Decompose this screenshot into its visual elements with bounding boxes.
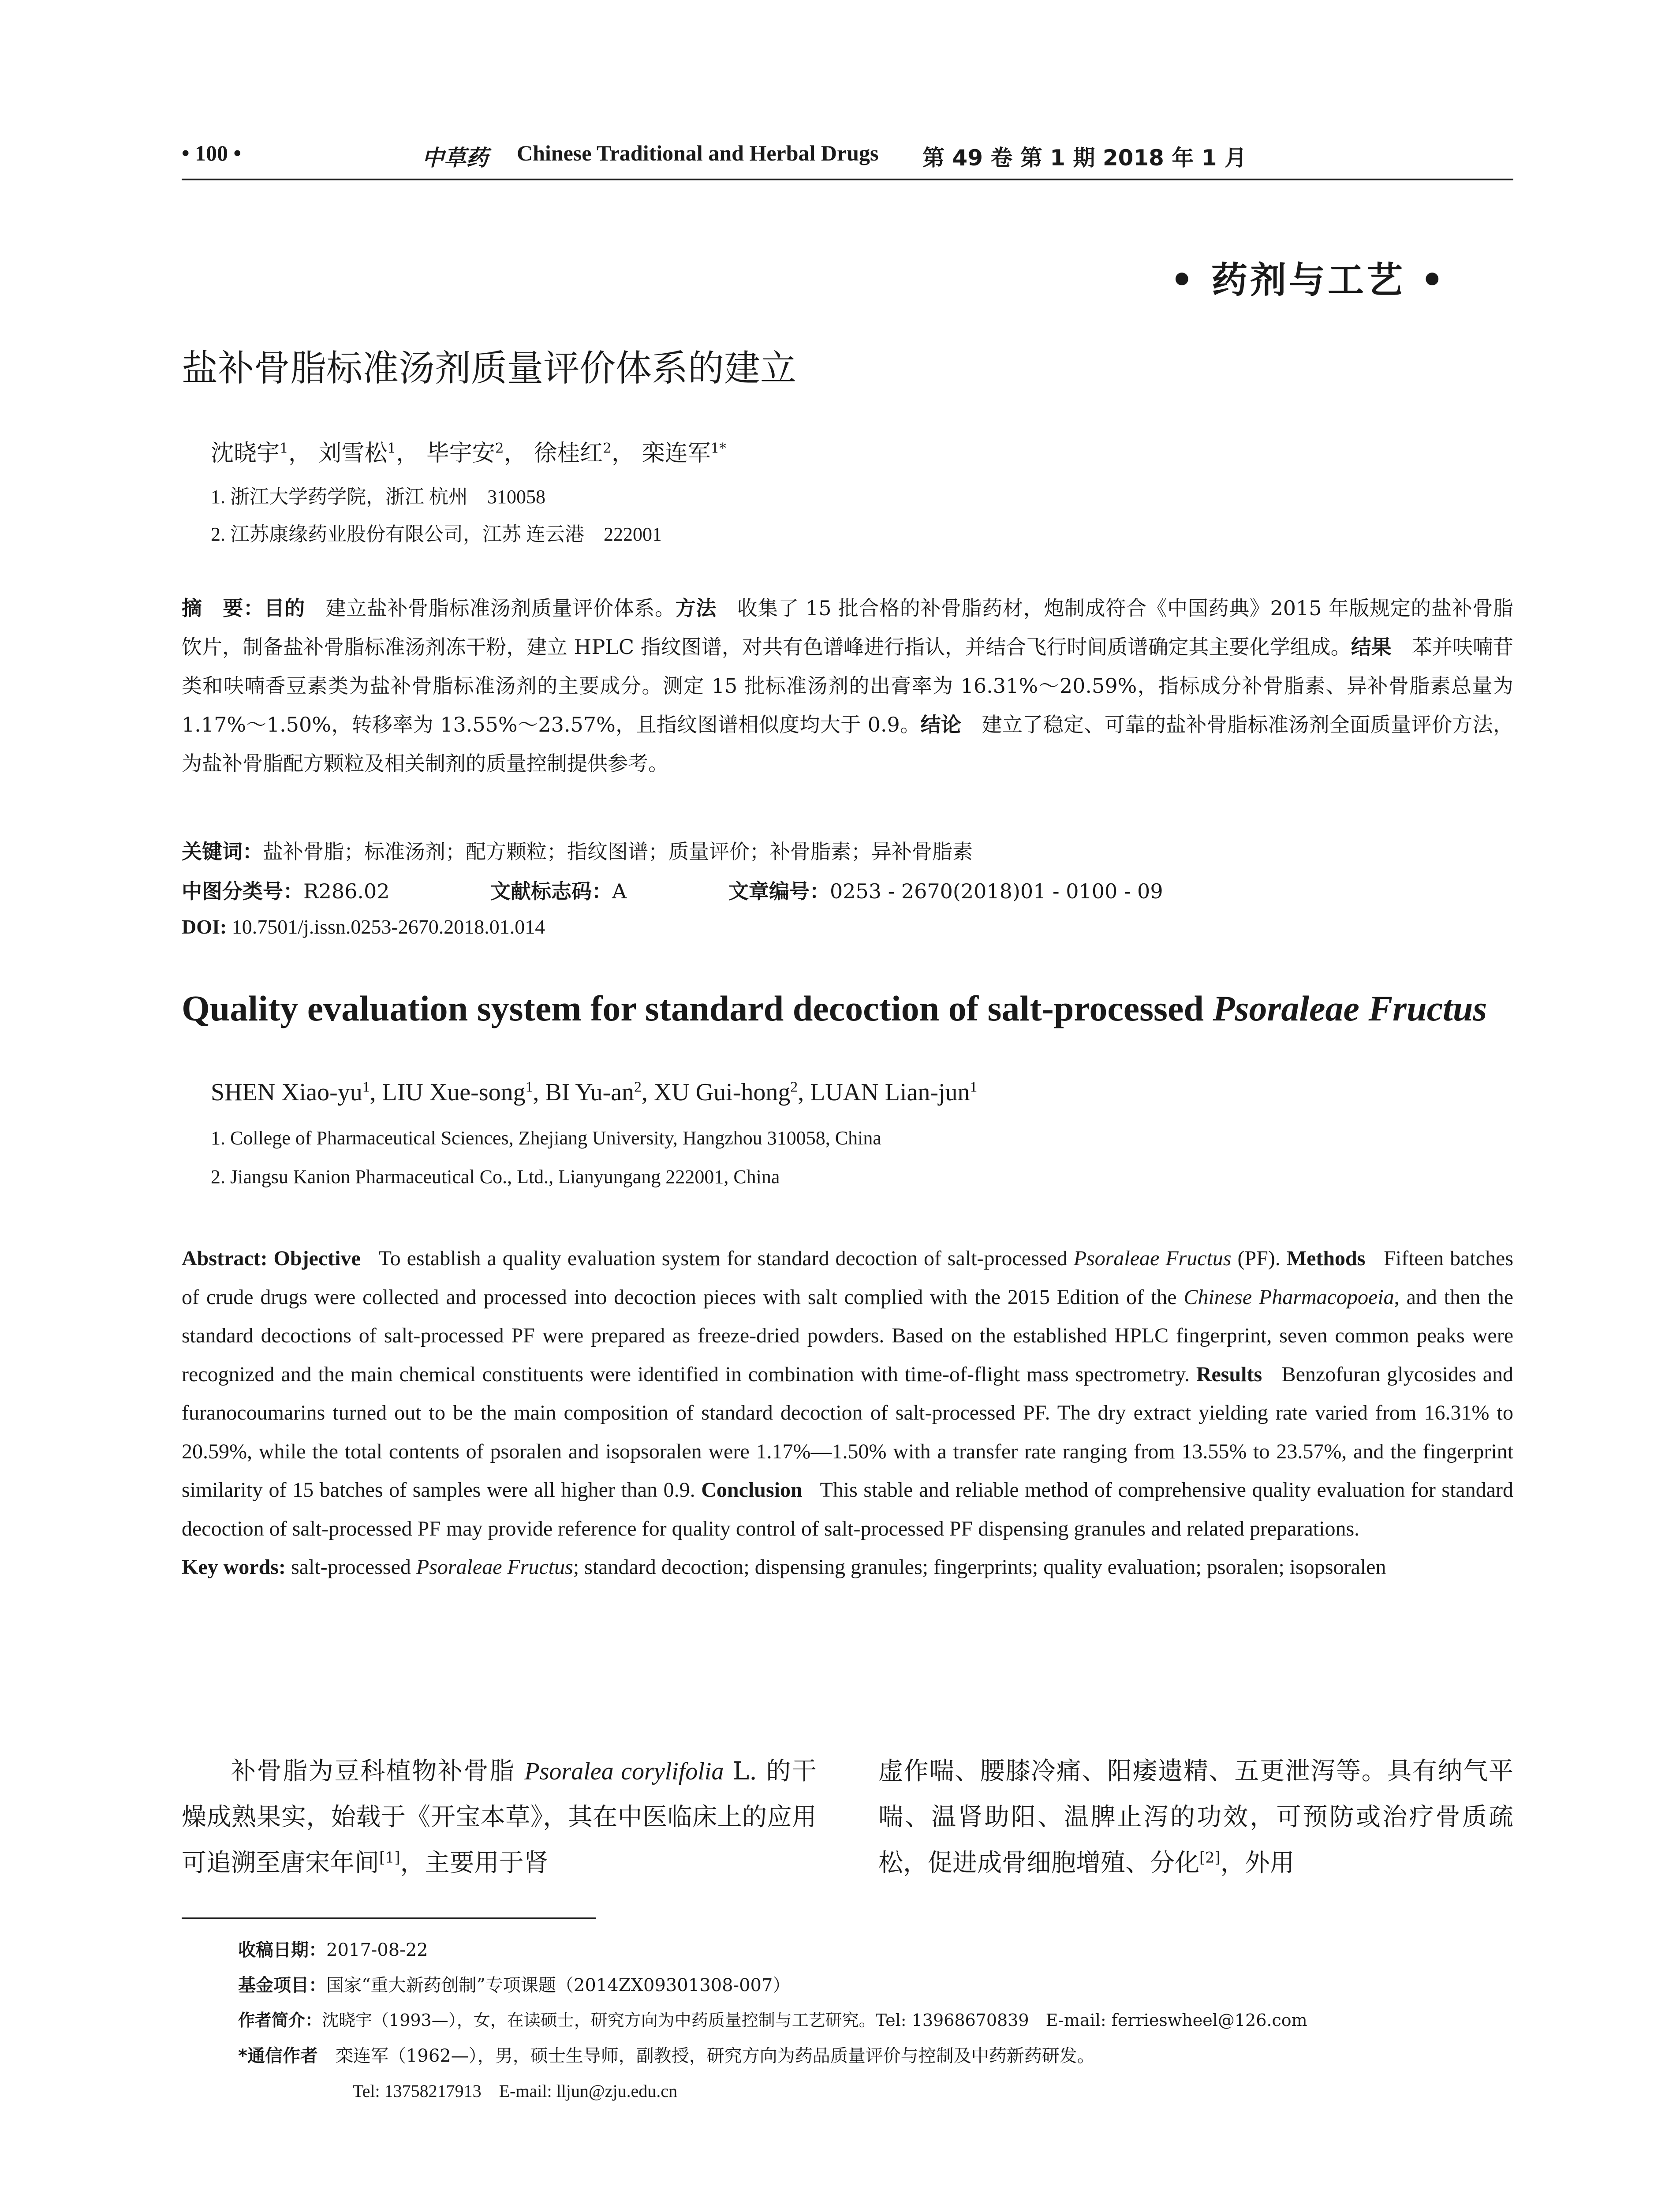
abstract-cn [182, 589, 1513, 783]
received-date: 2017-08-22 [326, 1940, 428, 1960]
objective-en-italic: Psoraleae Fructus [1073, 1247, 1232, 1270]
page-number: • 100 • [182, 141, 242, 165]
keywords-cn [182, 836, 973, 865]
header-rule [182, 179, 1513, 180]
article-number [728, 875, 1163, 904]
objective-en-text: To establish a quality evaluation system for standard decoction of salt-processed [378, 1247, 1068, 1270]
abstract-en [182, 1239, 1513, 1587]
footnote-received [238, 1936, 428, 1961]
title-en [182, 988, 1513, 1029]
corresponding-contact: Tel: 13758217913 E-mail: lljun@zju.edu.cn [353, 2081, 678, 2101]
author-affiliation-mark: 2 [790, 1079, 798, 1095]
keywords-en-label: Key words: [182, 1555, 286, 1579]
citation-ref: [1] [379, 1849, 400, 1866]
results-en-label: Results [1196, 1362, 1262, 1386]
title-en-italic: Psoraleae Fructus [1213, 988, 1487, 1028]
citation-ref: [2] [1199, 1849, 1221, 1866]
author-name-en: BI Yu-an [545, 1079, 635, 1106]
author-name: 毕宇安 [426, 440, 495, 467]
title-en-main: Quality evaluation system for standard decoction of salt-processed [182, 988, 1213, 1028]
keywords-text: 盐补骨脂；标准汤剂；配方颗粒；指纹图谱；质量评价；补骨脂素；异补骨脂素 [263, 840, 973, 863]
author-name-en: LUAN Lian-jun [810, 1079, 970, 1106]
author-name: 沈晓宇 [211, 440, 280, 467]
body-left-text: 补骨脂为豆科植物补骨脂 [231, 1757, 515, 1786]
objective-label: 目的 [264, 596, 305, 620]
author-bio-text: 沈晓宇（1993—），女，在读硕士，研究方向为中药质量控制与工艺研究。Tel: 13968670839 E-mail: ferrieswheel@126.com [322, 2011, 1307, 2030]
results-text: 苯并呋喃苷类和呋喃香豆素类为盐补骨脂标准汤剂的主要成分。测定 15 批标准汤剂的出膏率为 16.31%～20.59%，指标成分补骨脂素、异补骨脂素总量为 1.17%～1.50%，转移率为 13.55%～23.57%，且指纹图谱相似度均大于 0.9。 [182, 635, 1513, 736]
author-name-en: LIU Xue-song [382, 1079, 526, 1106]
clc-label: 中图分类号： [182, 879, 303, 903]
affiliation-cn-1: 1. 浙江大学药学院，浙江 杭州 310058 [211, 486, 545, 508]
conclusion-text: 建立了稳定、可靠的盐补骨脂标准汤剂全面质量评价方法，为盐补骨脂配方颗粒及相关制剂的质量控制提供参考。 [182, 713, 1514, 775]
author-affiliation-mark: 1 [280, 440, 288, 456]
author-name: 刘雪松 [318, 440, 388, 467]
received-label: 收稿日期： [238, 1940, 326, 1960]
author-name: 栾连军 [642, 440, 711, 467]
methods-en-italic: Chinese Pharmacopoeia [1183, 1285, 1394, 1309]
affiliation-cn-2: 2. 江苏康缘药业股份有限公司，江苏 连云港 222001 [211, 523, 662, 545]
footnote-rule [182, 1917, 596, 1919]
body-left-text-3: ，主要用于肾 [400, 1849, 549, 1877]
classification-line [182, 875, 1163, 904]
keywords-en [182, 1555, 1386, 1579]
footnote-corresponding [238, 2042, 1095, 2067]
footnote-author [238, 2007, 1307, 2031]
issue-info: 第 49 卷 第 1 期 2018 年 1 月 [922, 145, 1247, 171]
doc-code [490, 875, 627, 904]
author-affiliation-mark: 1 [525, 1079, 533, 1095]
authors-cn: 沈晓宇$^1$， 刘雪松$^1$， 毕宇安$^2$， 徐桂红$^2$， 栾连军$^{1*}$ [211, 440, 727, 467]
author-name-en: XU Gui-hong [653, 1079, 791, 1106]
footnote-fund [238, 1971, 790, 1996]
methods-en-label: Methods [1286, 1247, 1366, 1270]
journal-name-en: Chinese Traditional and Herbal Drugs [517, 141, 879, 165]
doi-line [182, 915, 545, 938]
objective-en-tail: (PF). [1237, 1247, 1281, 1270]
objective-text: 建立盐补骨脂标准汤剂质量评价体系。 [325, 596, 676, 620]
conclusion-en-label: Conclusion [701, 1478, 803, 1502]
methods-en-tail: , and then the standard decoctions of salt-processed PF were prepared as freeze-dried powders. Based on the established HPLC fingerprint, seven common peaks were recognized and the main chemical constituents were identified in combination with time-of-flight mass spectrometry. [182, 1285, 1513, 1386]
body-right-text-2: ，外用 [1220, 1849, 1295, 1877]
body-left-text-2: L. 的干燥成熟果实，始载于《开宝本草》，其在中医临床上的应用可追溯至唐宋年间 [182, 1757, 817, 1877]
article-value: 0253 - 2670(2018)01 - 0100 - 09 [830, 879, 1163, 903]
clc-value: R286.02 [303, 879, 390, 903]
keywords-en-italic: Psoraleae Fructus [416, 1555, 573, 1579]
methods-text: 收集了 15 批合格的补骨脂药材，炮制成符合《中国药典》2015 年版规定的盐补骨脂饮片，制备盐补骨脂标准汤剂冻干粉，建立 HPLC 指纹图谱，对共有色谱峰进行指认，并结合飞行时间质谱确定其主要化学组成。 [182, 596, 1514, 659]
fund-text: 国家“重大新药创制”专项课题（2014ZX09301308-007） [326, 1975, 791, 1996]
author-affiliation-mark: 1 [970, 1079, 978, 1095]
running-header [182, 140, 1513, 177]
affiliation-en-1: 1. College of Pharmaceutical Sciences, Zhejiang University, Hangzhou 310058, China [211, 1127, 881, 1149]
body-right-text: 虚作喘、腰膝冷痛、阳痿遗精、五更泄泻等。具有纳气平喘、温肾助阳、温脾止泻的功效，可预防或治疗骨质疏松，促进成骨细胞增殖、分化 [878, 1757, 1513, 1877]
body-column-left [182, 1749, 817, 1886]
journal-name-cn: 中草药 [422, 145, 488, 171]
results-en-text: Benzofuran glycosides and furanocoumarins turned out to be the main composition of standard decoction of salt-processed PF. The dry extract yielding rate varied from 16.31% to 20.59%, while the total contents of psoralen and isopsoralen were 1.17%—1.50% with a transfer rate ranging from 13.55% to 23.57%, and the fingerprint similarity of 15 batches of samples were all higher than 0.9. [182, 1362, 1514, 1502]
conclusion-en-text: This stable and reliable method of comprehensive quality evaluation for standard decoction of salt-processed PF may provide reference for quality control of salt-processed PF dispensing granules and related preparations. [182, 1478, 1514, 1540]
article-label: 文章编号： [728, 879, 830, 903]
methods-en-text: Fifteen batches of crude drugs were collected and processed into decoction pieces with salt complied with the 2015 Edition of the [182, 1247, 1514, 1309]
keywords-en-post: ; standard decoction; dispensing granules; fingerprints; quality evaluation; psoralen; isopsoralen [573, 1555, 1386, 1579]
author-name-en: SHEN Xiao-yu [211, 1079, 362, 1106]
doc-label: 文献标志码： [490, 879, 612, 903]
affiliation-en-2: 2. Jiangsu Kanion Pharmaceutical Co., Ltd., Lianyungang 222001, China [211, 1166, 780, 1188]
author-affiliation-mark: 2 [634, 1079, 642, 1095]
abstract-en-label: Abstract: [182, 1247, 268, 1270]
authors-en: SHEN Xiao-$yu^1$, LIU Xue-song$^1$, BI $Yu-an^2$, XU Gui-hong$^2$, LUAN Lian-jun$^1$ [211, 1079, 978, 1106]
author-bio-label: 作者简介： [238, 2011, 322, 2030]
corresponding-label: *通信作者 [238, 2046, 318, 2066]
author-affiliation-mark: 1 [387, 440, 396, 456]
author-name: 徐桂红 [534, 440, 603, 467]
author-affiliation-mark: 1* [710, 440, 727, 456]
results-label: 结果 [1351, 635, 1392, 659]
title-cn: 盐补骨脂标准汤剂质量评价体系的建立 [182, 348, 797, 389]
corresponding-text: 栾连军（1962—），男，硕士生导师，副教授，研究方向为药品质量评价与控制及中药新药研发。 [335, 2046, 1095, 2066]
species-name: Psoralea corylifolia [524, 1758, 724, 1785]
doi-label: DOI: [182, 916, 227, 938]
doi-value: 10.7501/j.issn.0253-2670.2018.01.014 [231, 916, 545, 938]
author-affiliation-mark: 2 [495, 440, 504, 456]
keywords-label: 关键词： [182, 840, 263, 863]
body-column-right [878, 1749, 1513, 1886]
author-affiliation-mark: 2 [603, 440, 612, 456]
section-label: • 药剂与工艺 • [1170, 259, 1446, 301]
methods-label: 方法 [675, 596, 717, 620]
fund-label: 基金项目： [238, 1975, 326, 1996]
objective-en-label: Objective [273, 1247, 361, 1270]
author-affiliation-mark: 1 [362, 1079, 370, 1095]
doc-value: A [612, 879, 627, 903]
abstract-label: 摘 要： [182, 596, 264, 620]
keywords-en-pre: salt-processed [291, 1555, 411, 1579]
conclusion-label: 结论 [920, 713, 962, 736]
